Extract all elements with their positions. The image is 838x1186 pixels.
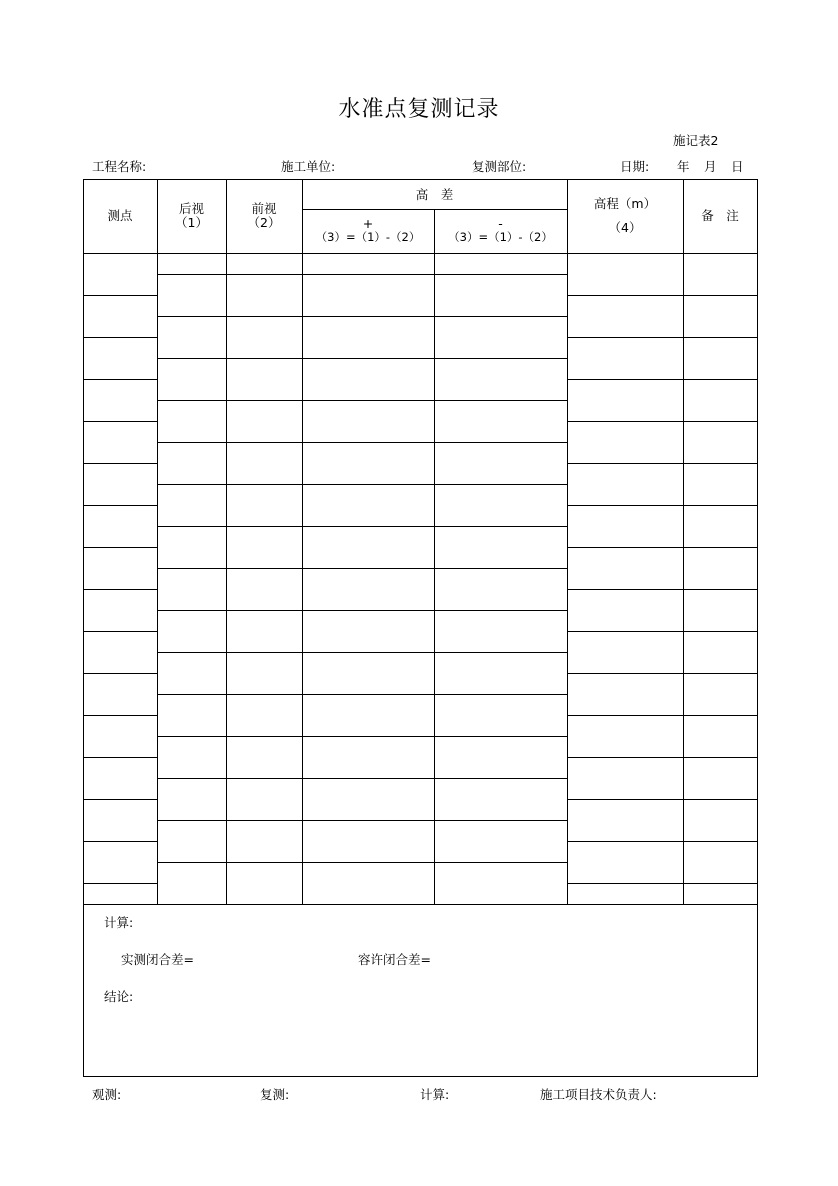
form-code: 施记表2 — [673, 133, 719, 148]
col-back: 后视 — [178, 201, 204, 216]
table-rule — [567, 631, 757, 632]
table-rule — [567, 505, 757, 506]
date-label: 日期: — [620, 159, 650, 174]
table-rule — [83, 179, 758, 180]
table-rule — [157, 358, 567, 359]
table-rule — [157, 610, 567, 611]
table-rule — [83, 379, 157, 380]
table-rule — [157, 862, 567, 863]
table-rule — [157, 442, 567, 443]
table-rule — [567, 379, 757, 380]
col-plus-formula: （3）=（1）-（2） — [315, 230, 421, 244]
table-rule — [567, 841, 757, 842]
table-rule — [157, 526, 567, 527]
table-rule — [157, 316, 567, 317]
table-rule — [83, 883, 157, 884]
date-year: 年 — [677, 159, 690, 174]
table-rule — [83, 715, 157, 716]
date-day: 日 — [731, 159, 744, 174]
table-rule — [567, 463, 757, 464]
col-back-num: （1） — [175, 215, 208, 230]
table-rule — [157, 694, 567, 695]
table-rule — [567, 295, 757, 296]
table-rule — [157, 274, 567, 275]
table-rule — [83, 673, 157, 674]
table-rule — [83, 841, 157, 842]
col-station: 测点 — [107, 208, 133, 223]
table-rule — [567, 715, 757, 716]
table-rule — [83, 547, 157, 548]
col-height-diff: 高 差 — [415, 187, 454, 202]
table-rule — [83, 179, 84, 1077]
table-rule — [567, 883, 757, 884]
observer-label: 观测: — [92, 1087, 122, 1102]
table-rule — [157, 568, 567, 569]
table-rule — [567, 673, 757, 674]
table-rule — [683, 179, 684, 904]
col-minus: - — [498, 216, 503, 231]
page-title: 水准点复测记录 — [338, 97, 500, 122]
col-front: 前视 — [251, 201, 277, 216]
measured-closure-label: 实测闭合差= — [121, 952, 194, 967]
table-rule — [83, 337, 157, 338]
table-rule — [157, 179, 158, 904]
recheck-location-label: 复测部位: — [472, 159, 527, 174]
col-elevation: 高程（m） — [593, 196, 657, 211]
col-plus: + — [362, 216, 374, 231]
table-rule — [83, 295, 157, 296]
table-rule — [157, 400, 567, 401]
table-rule — [157, 736, 567, 737]
table-rule — [302, 179, 303, 904]
table-rule — [567, 337, 757, 338]
conclusion-label: 结论: — [104, 989, 134, 1004]
allowed-closure-label: 容许闭合差= — [358, 952, 431, 967]
date-month: 月 — [704, 159, 717, 174]
col-front-num: （2） — [247, 215, 281, 230]
table-rule — [83, 421, 157, 422]
project-name-label: 工程名称: — [92, 159, 147, 174]
table-rule — [83, 799, 157, 800]
col-remark: 备 注 — [701, 208, 739, 223]
table-rule — [567, 179, 568, 904]
table-rule — [567, 589, 757, 590]
table-rule — [83, 253, 758, 254]
table-rule — [157, 820, 567, 821]
calc-label: 计算: — [104, 915, 134, 930]
table-rule — [83, 757, 157, 758]
table-rule — [157, 484, 567, 485]
table-rule — [83, 1076, 758, 1077]
recheck-label: 复测: — [260, 1087, 290, 1102]
table-rule — [83, 463, 157, 464]
table-rule — [157, 778, 567, 779]
table-rule — [226, 179, 227, 904]
table-rule — [83, 589, 157, 590]
table-rule — [157, 652, 567, 653]
table-rule — [83, 505, 157, 506]
table-rule — [434, 253, 435, 904]
table-rule — [567, 421, 757, 422]
col-minus-formula: （3）=（1）-（2） — [448, 230, 553, 244]
col-elevation-num: （4） — [608, 220, 642, 235]
construction-unit-label: 施工单位: — [281, 159, 336, 174]
table-rule — [83, 904, 758, 905]
tech-lead-label: 施工项目技术负责人: — [540, 1087, 657, 1102]
footer-calc-label: 计算: — [420, 1087, 450, 1102]
table-rule — [757, 179, 758, 1077]
table-rule — [83, 631, 157, 632]
table-rule — [567, 547, 757, 548]
table-rule — [567, 799, 757, 800]
table-rule — [567, 757, 757, 758]
